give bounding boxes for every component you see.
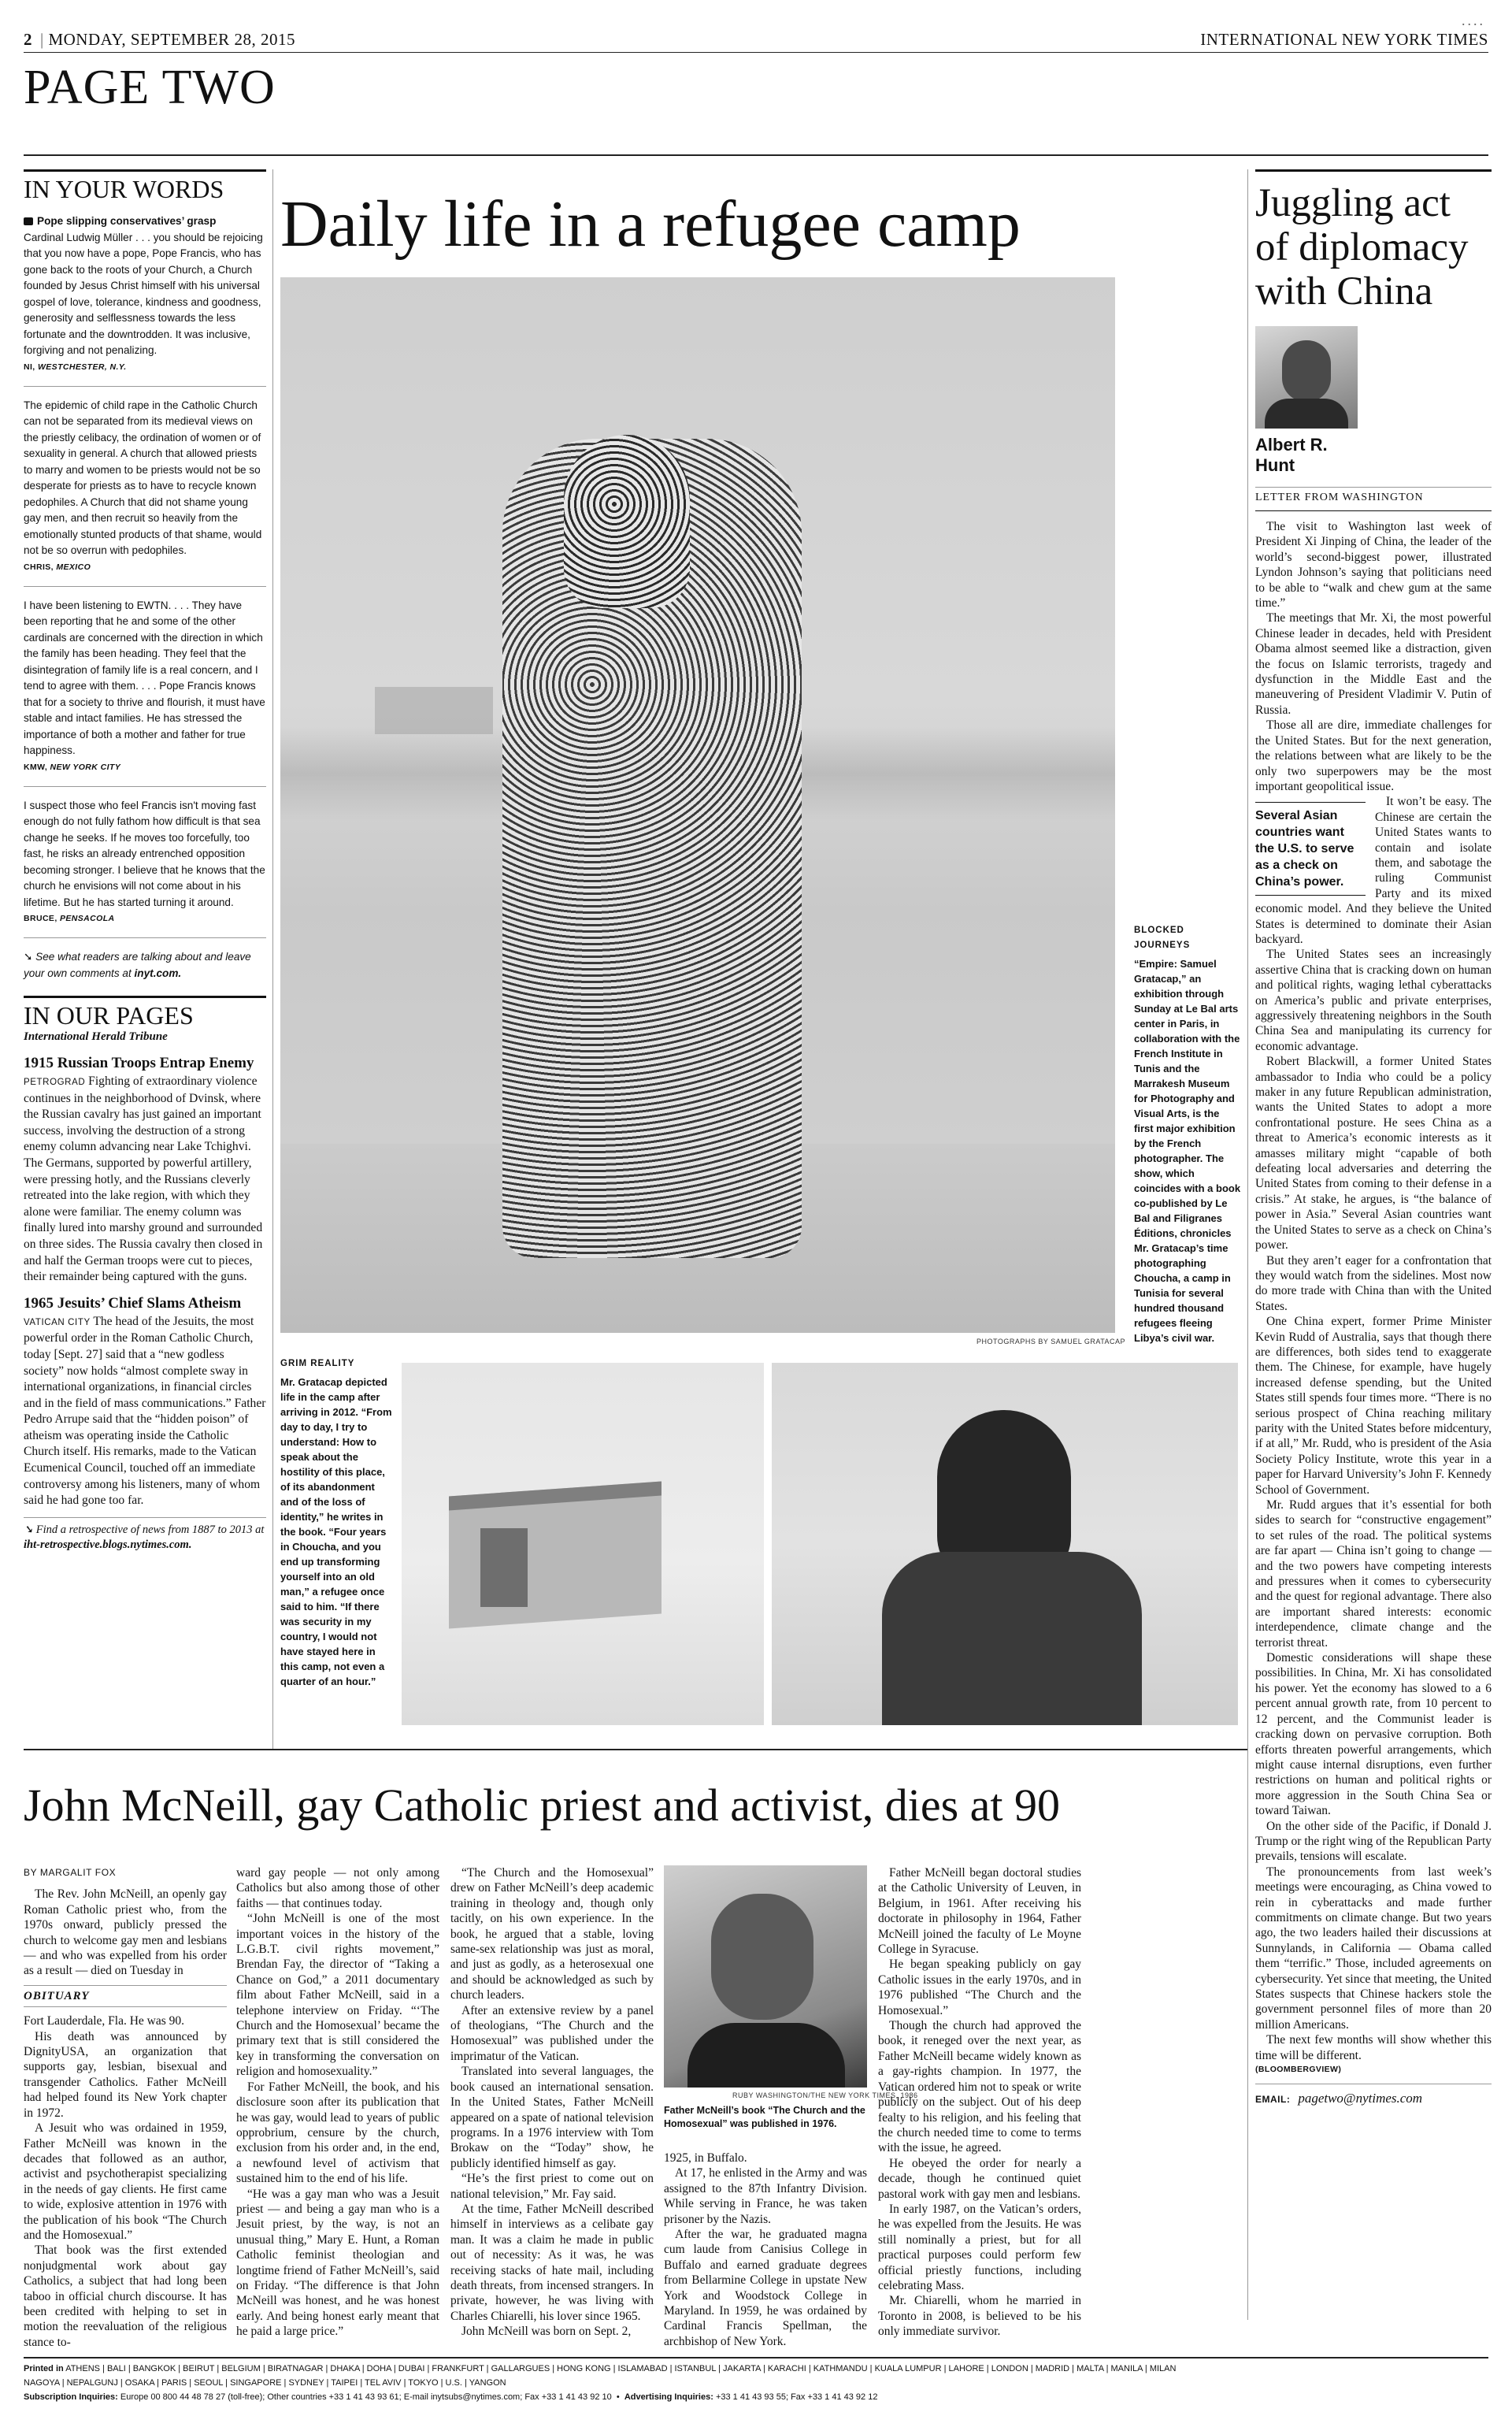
author-name: Albert R. Hunt bbox=[1255, 435, 1328, 475]
divider bbox=[24, 386, 266, 387]
column-rule bbox=[272, 169, 273, 1749]
obit-paragraph: His death was announced by DignityUSA, an organization that supports gay, lesbian, bisexual and transgender Catholics. Father McNeill had helped found its New York chapter in 1972. bbox=[24, 2029, 227, 2120]
column-paragraph: The United States sees an increasingly assertive China that is cracking down on human and political rights, waging lethal cyberattacks on America’s public and private enterprises, aggressively threatening neighbors in the South China Sea and manipulating its currency for economic advantage. bbox=[1255, 948, 1492, 1053]
obit-column-3 bbox=[450, 1865, 654, 2340]
obit-paragraph: “He was a gay man who was a Jesuit priest — and being a gay man who is a Jesuit priest, by the way, is not an unusual thing,” Mary E. Hunt, a Roman Catholic feminist theologian and longtime friend of Father McNeill’s, said on Friday. “The difference is that John McNeill was honest, and he was honest early. And being honest early meant that he paid a large price.” bbox=[236, 2187, 439, 2339]
letter-byline: BRUCE, PENSACOLA bbox=[24, 914, 115, 923]
column-paragraph: Robert Blackwill, a former United States ambassador to India who could be a policy maker in any future Republican administration, wants the United States to adopt a more confrontational posture. He sees China as a threat to America’s economic interests as it amasses military might “capable of both defeating local adversaries and deterring the United States from coming to their defense in a crisis.” At stake, he argues, is “the balance of power in Asia.” Several Asian countries want the United States to serve as a check on China’s power. bbox=[1255, 1055, 1492, 1253]
right-column bbox=[1255, 169, 1492, 2106]
column-paragraph: One China expert, former Prime Minister Kevin Rudd of Australia, says that though there are differences, both sides tend to exaggerate them. The Chinese, for example, have hugely increased defense spending, but the United States still spends four times more. “There is no serious prospect of China reaching military parity with the United States before midcentury, if at all,” Mr. Rudd, who is president of the Asia Society Policy Institute, wrote this year in a paper for Harvard University’s John F. Kennedy School of Government. bbox=[1255, 1315, 1492, 1497]
letter-lead-head: Pope slipping conservatives’ grasp bbox=[37, 215, 217, 227]
letter-3: I have been listening to EWTN. . . . They have been reporting that he and some of the other cardinals are concerned with the direction in which the family has been heading. They feel that the disintegration of family life is a real concern, and I tend to agree with them. . . . Pope Francis knows that for a society to thrive and flourish, it must have stable and intact families. He has stressed the importance of both a mother and father for true happiness. bbox=[24, 599, 265, 756]
column-paragraph: The meetings that Mr. Xi, the most powerful Chinese leader in decades, held with President Obama almost seemed like a distraction, given the focus on Islamic terrorists, tragedy and dysfunction in the Middle East and the maneuvering of President Vladimir V. Putin of Russia. bbox=[1255, 611, 1492, 717]
obit-paragraph: “John McNeill is one of the most important voices in the history of the L.G.B.T. civil rights movement,” Brendan Fay, the director of “Taking a Chance on God,” a 2011 documentary film about Father McNeill, said in a telephone interview on Friday. “‘The Church and the Homosexual’ became the primary text that is still considered the key in transforming the conversation on religion and homosexuality.” bbox=[236, 1912, 439, 2079]
young-man-photo bbox=[772, 1363, 1238, 1725]
page-number: 2 bbox=[24, 30, 32, 49]
column-source: (BLOOMBERGVIEW) bbox=[1255, 2065, 1342, 2075]
obit-paragraph: Father McNeill began doctoral studies at the Catholic University of Leuven, in Belgium, in 1961. After receiving his doctorate in philosophy in 1964, Father McNeill joined the faculty of Le Moyne College in Syracuse. bbox=[878, 1866, 1081, 1957]
letter-byline: CHRIS, MEXICO bbox=[24, 562, 91, 572]
in-your-words-title: IN YOUR WORDS bbox=[24, 175, 224, 203]
divider bbox=[24, 586, 266, 587]
footer-rule bbox=[24, 2357, 1488, 2358]
obit-rule bbox=[24, 1749, 1247, 1750]
issue-date: MONDAY, SEPTEMBER 28, 2015 bbox=[48, 30, 295, 49]
obit-paragraph: “He’s the first priest to come out on national television,” Mr. Fay said. bbox=[450, 2172, 654, 2201]
section-rule bbox=[24, 154, 1488, 156]
photo-credit: PHOTOGRAPHS BY SAMUEL GRATACAP bbox=[976, 1338, 1126, 1345]
column-kicker: LETTER FROM WASHINGTON bbox=[1255, 492, 1424, 503]
grim-reality-caption: GRIM REALITY Mr. Gratacap depicted life in the camp after arriving in 2012. “From day to day, I try to understand: How to speak about the hostility of this place, of its abandonment and of the loss of identity,” he writes in the book. “Four years in Choucha, and you end up transforming yourself into an old man,” a refugee once said to him. “If there was security in my country, I would not have stayed here in this camp, not even a quarter of an hour.” bbox=[280, 1359, 392, 1687]
obit-paragraph: “The Church and the Homosexual” drew on Father McNeill’s deep academic training in theology and, though only tacitly, on his own experience. In the book, he argued that a stable, loving same-sex relationship was just as moral, and just as godly, as a heterosexual one and should be acknowledged as such by church leaders. bbox=[450, 1866, 654, 2002]
in-our-pages bbox=[24, 996, 266, 1553]
obit-paragraph: After the war, he graduated magna cum laude from Canisius College in Buffalo and earned graduate degrees from Bellarmine College in upstate New York and Woodstock College in Maryland. In 1959, he was ordained by Cardinal Francis Spellman, the archbishop of New York. bbox=[664, 2228, 867, 2348]
section-title: PAGE TWO bbox=[24, 61, 276, 114]
shelter-photo bbox=[402, 1363, 764, 1725]
obit-paragraph: For Father McNeill, the book, and his disclosure soon after its publication that he was gay, would lead to years of public opprobrium, censure by the church, exclusion from his order and, in the end, a newfound level of activism that sustained him to the end of his life. bbox=[236, 2080, 439, 2186]
obit-headline: John McNeill, gay Catholic priest and activist, dies at 90 bbox=[24, 1780, 1061, 1831]
divider bbox=[24, 786, 266, 787]
letter-1 bbox=[24, 213, 266, 359]
letter-byline: NI, WESTCHESTER, N.Y. bbox=[24, 362, 127, 372]
retrospective-note: ➘ Find a retrospective of news from 1887 to 2013 at iht-retrospective.blogs.nytimes.com. bbox=[24, 1523, 265, 1551]
obit-paragraph: After an extensive review by a panel of theologians, “The Church and the Homosexual” was published under the imprimatur of the Vatican. bbox=[450, 2003, 654, 2063]
refugee-woman-photo bbox=[280, 277, 1115, 1333]
author-photo bbox=[1255, 326, 1358, 429]
obit-tag: OBITUARY bbox=[24, 1985, 227, 2007]
email-link[interactable]: pagetwo@nytimes.com bbox=[1298, 2091, 1423, 2106]
letter-4: I suspect those who feel Francis isn't moving fast enough do not fully fathom how difficult is that sea change he seeks. If he moves too forcefully, too fast, he risks an already entrenched opposition becoming stronger. I believe that he knows that the church he envisions will not come about in his lifetime. But he has started turning it around. bbox=[24, 799, 265, 908]
comments-link[interactable]: inyt.com. bbox=[134, 967, 182, 979]
letter-text: Cardinal Ludwig Müller . . . you should be rejoicing that you now have a pope, Pope Francis, who has gone back to the roots of your Church, a Church founded by Jesus Christ himself with his universal gospel of love, tolerance, kindness and goodness, generosity and selflessness towards the less fortunate and the downtrodden. It was inclusive, forgiving and not penalizing. bbox=[24, 231, 263, 356]
column-paragraph: The visit to Washington last week of President Xi Jinping of China, the leader of the world’s second-biggest power, illustrated Lyndon Johnson’s saying that politicians need to be able to “walk and chew gum at the same time.” bbox=[1255, 520, 1492, 610]
column-paragraph: It won’t be easy. The Chinese are certain the United States wants to contain and isolate them, and sabotage the ruling Communist Party and its mixed economic model. And they believe the United States is determined to dominate their Asian backyard. bbox=[1255, 795, 1492, 946]
column-paragraph: Domestic considerations will shape these possibilities. In China, Mr. Xi has consolidated his power. Yet the economy has slowed to a 6 percent annual growth rate, from 10 percent to 12 percent, and the Communist leader is cracking down on pervasive corruption. Both efforts threaten powerful arrangements, which might cause internal disruptions, even further restrictions on human and political rights or more aggression in the South China Sea or toward Taiwan. bbox=[1255, 1651, 1492, 1818]
pointer-icon: ➘ bbox=[24, 951, 36, 963]
comments-note: ➘ See what readers are talking about and leave your own comments at inyt.com. bbox=[24, 951, 251, 979]
obit-paragraph: Mr. Chiarelli, whom he married in Toronto in 2008, is believed to be his only immediate survivor. bbox=[878, 2294, 1081, 2339]
obit-paragraph: John McNeill was born on Sept. 2, bbox=[461, 2325, 632, 2339]
printed-in-2: NAGOYA | NEPALGUNJ | OSAKA | PARIS | SEOUL | SINGAPORE | SYDNEY | TAIPEI | TEL AVIV | TOKYO | U.S. | YANGON bbox=[24, 2378, 506, 2388]
iht-logo: International Herald Tribune bbox=[24, 1030, 168, 1043]
column-email: EMAIL: pagetwo@nytimes.com bbox=[1255, 2084, 1492, 2106]
obit-byline: BY MARGALIT FOX bbox=[24, 1867, 117, 1878]
obit-paragraph: The Rev. John McNeill, an openly gay Roman Catholic priest who, from the 1970s onward, publicly pressed the church to welcome gay men and lesbians — and who was expelled from his order as a result — died on Tuesday in bbox=[24, 1887, 227, 1978]
feature-headline: Daily life in a refugee camp bbox=[280, 187, 1021, 261]
column-paragraph: But they aren’t eager for a confrontation that they would watch from the sidelines. Most now do more trade with China than with the United States. bbox=[1255, 1253, 1492, 1313]
divider bbox=[24, 937, 266, 938]
inquiries: Subscription Inquiries: Europe 00 800 44 48 78 27 (toll-free); Other countries +33 1 41 43 93 61; E-mail inytsubs@nytimes.com; Fax +33 1 41 43 92 10 • Advertising Inquiries: +33 1 41 43 93 55; Fax +33 1 41 43 92 12 bbox=[24, 2392, 878, 2402]
column-paragraph: The next few months will show whether this time will be different. bbox=[1255, 2033, 1492, 2062]
obit-photo-caption: Father McNeill’s book “The Church and the Homosexual” was published in 1976. bbox=[664, 2105, 865, 2129]
retrospective-link[interactable]: iht-retrospective.blogs.nytimes.com. bbox=[24, 1538, 192, 1551]
column-headline: Juggling act of diplomacy with China bbox=[1255, 181, 1469, 314]
history-item-1: PETROGRAD Fighting of extraordinary violence continues in the neighborhood of Dvinsk, where the Russian cavalry has just gained an important success, involving the destruction of a strong enemy column advancing near Lake Tchighvi. The Germans, supported by powerful artillery, were pressing hotly, and the Russians cleverly retreated into the lake region, with which they alone were familiar. The enemy column was finally lured into marshy ground and surrounded on three sides. The Russia cavalry then closed in and half the German troops were cut to pieces, their remainder being captured with the guns. bbox=[24, 1074, 263, 1284]
masthead-rule bbox=[24, 52, 1488, 53]
obit-paragraph: He began speaking publicly on gay Catholic issues in the early 1970s, and in 1976 published “The Church and the Homosexual.” bbox=[878, 1958, 1081, 2017]
left-column bbox=[24, 169, 266, 1553]
pull-quote: Several Asian countries want the U.S. to serve as a check on China’s power. bbox=[1255, 802, 1366, 896]
obit-paragraph: ward gay people — not only among Catholics but also among those of other faiths — that continues today. bbox=[236, 1866, 439, 1910]
obit-paragraph: In early 1987, on the Vatican’s orders, he was expelled from the Jesuits. He was still nominally a priest, but for all practical purposes could perform few official priestly functions, including celebrating Mass. bbox=[878, 2202, 1081, 2292]
pointer-icon: ➘ bbox=[24, 1523, 36, 1536]
obit-column-1 bbox=[24, 1865, 227, 2350]
obit-paragraph: That book was the first extended nonjudgmental work about gay Catholics, a subject that had long been taboo in official church discourse. It has been credited with helping to set in motion the reevaluation of the religious stance to- bbox=[24, 2243, 227, 2349]
obit-column-4 bbox=[664, 2151, 867, 2349]
column-rule bbox=[1247, 169, 1248, 2320]
column-paragraph: Mr. Rudd argues that it’s essential for both sides to search for “constructive engagement” to set rules of the road. The political systems are far apart — China isn’t going to change — and the two powers have competing interests and pressures when it comes to cybersecurity and the quest for regional advantage. There also are important shared interests: economic interdependence, climate change and the terrorist threat. bbox=[1255, 1498, 1492, 1650]
in-your-words bbox=[24, 169, 266, 982]
obit-paragraph: At 17, he enlisted in the Army and was assigned to the 87th Infantry Division. While serving in France, he was taken prisoner by the Nazis. bbox=[664, 2166, 867, 2226]
obit-paragraph: A Jesuit who was ordained in 1959, Father McNeill was known in the decades that followed as an author, activist and psychotherapist specializing in the needs of gay clients. He first came to wide, explosive attention in 1976 with the publication of his book “The Church and the Homosexual.” bbox=[24, 2121, 227, 2242]
footer bbox=[24, 2362, 1488, 2404]
obit-paragraph: He obeyed the order for nearly a decade, though he continued quiet pastoral work with gay men and lesbians. bbox=[878, 2156, 1081, 2201]
column-paragraph: On the other side of the Pacific, if Donald J. Trump or the right wing of the Republican Party prevails, tensions will escalate. bbox=[1255, 1819, 1492, 1864]
column-paragraph: The pronouncements from last week’s meetings were encouraging, as China vowed to rein in cyberattacks and made further commitments on climate change. But two years ago, the two leaders hailed their discussions at Sunnylands, in California — Obama called them “terrific.” Those, included agreements on cybersecurity. Yet since that meeting, the United States suspects that Chinese hackers stole the government personnel files of more than 20 million Americans. bbox=[1255, 1865, 1492, 2032]
obit-column-5 bbox=[878, 1865, 1081, 2340]
blocked-journeys-caption: BLOCKED JOURNEYS “Empire: Samuel Gratacap,” an exhibition through Sunday at Le Bal arts center in Paris, in collaboration with the French Institute in Tunis and the Marrakesh Museum for Photography and Visual Arts, is the first major exhibition by the French photographer. The show, which coincides with a book co-published by Le Bal and Filigranes Éditions, chronicles Mr. Gratacap’s time photographing Choucha, a camp in Tunisia for several hundred thousand refugees fleeing Libya’s civil war. bbox=[1134, 926, 1241, 1344]
masthead-left: 2 | MONDAY, SEPTEMBER 28, 2015 bbox=[24, 30, 295, 49]
column-paragraph: Those all are dire, immediate challenges for the United States. But for the next generation, the relations between what are likely to be the only two superpowers may be the most important geopolitical issue. bbox=[1255, 718, 1492, 793]
history-item-2: VATICAN CITY The head of the Jesuits, the most powerful order in the Roman Catholic Church, today [Sept. 27] said that a “new godless society” now holds “almost complete sway in international organizations, in financial circles and in the field of mass communications.” Father Pedro Arrupe said that the “hidden poison” of atheism was operating inside the Catholic Church itself. His remarks, made to the Vatican Ecumenical Council, touched off an immediate controversy among his listeners, many of whom said he had gone too far. bbox=[24, 1314, 266, 1508]
obit-paragraph: Fort Lauderdale, Fla. He was 90. bbox=[24, 2014, 185, 2028]
obit-column-2 bbox=[236, 1865, 439, 2340]
obit-paragraph: At the time, Father McNeill described himself in interviews as a celibate gay man. It was a claim he made in public out of necessity: As it was, he was receiving stacks of hate mail, including death threats, from incensed strangers. In private, however, he was living with Charles Chiarelli, his lover since 1965. bbox=[450, 2202, 654, 2323]
obit-paragraph: Though the church had approved the book, it reneged over the next year, as Father McNeill became widely known as a gay-rights champion. In 1977, the Vatican ordered him not to speak or write publicly on the subject. Out of his deep fealty to his religion, and his feeling that the church needed time to come to terms with the issue, he agreed. bbox=[878, 2019, 1081, 2155]
obit-paragraph: 1925, in Buffalo. bbox=[664, 2151, 747, 2165]
divider bbox=[24, 1517, 266, 1518]
comment-icon bbox=[24, 217, 33, 225]
mcneill-photo bbox=[664, 1865, 867, 2088]
paper-name: INTERNATIONAL NEW YORK TIMES bbox=[1200, 30, 1488, 49]
history-head-1: 1915 Russian Troops Entrap Enemy bbox=[24, 1055, 254, 1071]
masthead-dots: .... bbox=[1462, 13, 1485, 28]
printed-in: Printed in ATHENS | BALI | BANGKOK | BEIRUT | BELGIUM | BIRATNAGAR | DHAKA | DOHA | DUBAI | FRANKFURT | GALLARGUES | HONG KONG | ISLAMABAD | ISTANBUL | JAKARTA | KARACHI | KATHMANDU | KUALA LUMPUR | LAHORE | LONDON | MADRID | MALTA | MANILA | MILAN bbox=[24, 2364, 1177, 2373]
obit-photo-credit: RUBY WASHINGTON/THE NEW YORK TIMES, 1986 bbox=[732, 2091, 918, 2099]
history-head-2: 1965 Jesuits’ Chief Slams Atheism bbox=[24, 1294, 242, 1312]
obit-paragraph: Translated into several languages, the book caused an international sensation. In the United States, Father McNeill appeared on a spate of national television programs. In a 1976 interview with Tom Brokaw on the “Today” show, he publicly identified himself as gay. bbox=[450, 2065, 654, 2170]
in-our-pages-title: IN OUR PAGES bbox=[24, 1001, 194, 1030]
letter-2: The epidemic of child rape in the Catholic Church can not be separated from its medieval views on the priestly celibacy, the ordination of women or of sexuality in general. A church that allowed priests to marry and women to be priests would not be so desperate for priests as to have to recycle known pedophiles. A Church that did not shame young gay men, and then recruit so heavily from the emotionally stunted products of that shame, would not be so overrun with pedophiles. bbox=[24, 399, 262, 556]
letter-byline: KMW, NEW YORK CITY bbox=[24, 762, 121, 772]
